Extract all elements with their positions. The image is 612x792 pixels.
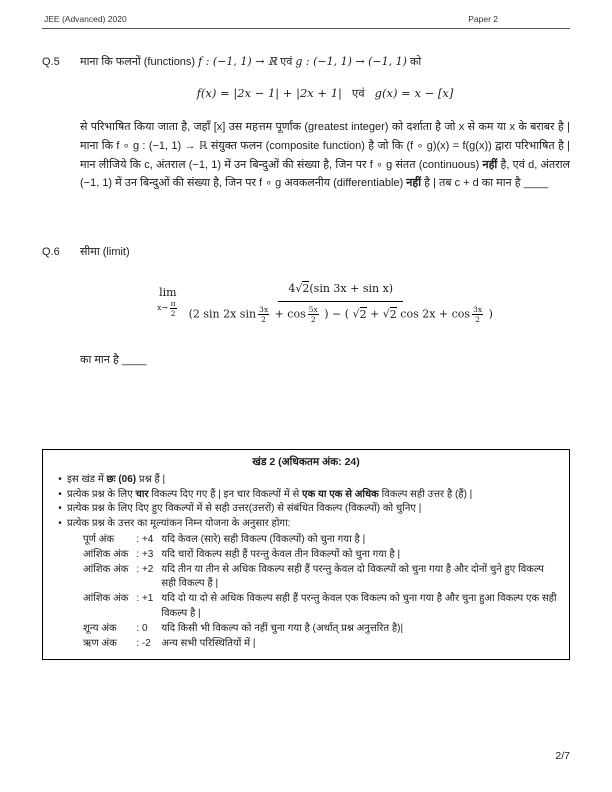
den-seg-6: )	[488, 307, 493, 321]
question-6-number: Q.6	[42, 245, 60, 258]
q5-function-definition-formula	[80, 84, 570, 105]
radicand-3: 2	[389, 307, 397, 321]
instruction-bullet-4	[53, 517, 559, 532]
frac-num-5x: 5x	[308, 305, 318, 315]
frac-den-2c: 2	[475, 315, 480, 325]
question-5-number: Q.5	[42, 56, 60, 68]
lim-sub-fraction	[170, 299, 177, 318]
instruction-bullet-1	[53, 473, 559, 488]
lim-sub-var: x→	[157, 303, 168, 313]
frac-den-2b: 2	[310, 315, 316, 325]
sqrt-2-den-a	[353, 307, 367, 321]
section-2-instructions-box	[42, 449, 570, 660]
bullet-2-text	[67, 488, 559, 503]
mark-score: : +4	[136, 533, 154, 545]
den-seg-2: + cos	[274, 307, 306, 321]
b2-seg-2: विकल्प दिए गए हैं | इन चार विकल्पों में से	[148, 488, 303, 500]
marking-scheme	[83, 533, 559, 651]
mark-desc: यदि तीन या तीन से अधिक विकल्प सही हैं परन्तु केवल दो विकल्पों को चुना गया है और दोनों चुने हुए विकल्प सही विकल्प हैं |	[161, 563, 544, 590]
den-seg-1: (2 sin 2x sin	[188, 307, 257, 321]
bullet-1-text	[67, 473, 559, 488]
b2-bold-2: एक या एक से अधिक	[302, 488, 379, 500]
mark-desc: यदि दो या दो से अधिक विकल्प सही हैं परन्तु केवल एक विकल्प को चुना गया है और चुना हुआ विकल्प एक सही विकल्प है |	[161, 593, 557, 619]
q5-para-seg-2: है, एवं d, अंतराल (−1, 1) में उन बिन्दुओं की संख्या है, जिन पर f ∘ g अवकलनीय (differentiable)	[80, 158, 570, 190]
instruction-bullet-3	[53, 502, 559, 517]
mark-desc: यदि किसी भी विकल्प को नहीं चुना गया है (अर्थात् प्रश्न अनुत्तरित है)|	[161, 622, 404, 634]
fraction-denominator	[189, 302, 493, 324]
radicand-2: 2	[359, 307, 367, 321]
num-coefficient: 4	[288, 281, 296, 295]
mark-label: आंशिक अंक	[83, 593, 129, 605]
bullet-icon: •	[58, 503, 62, 515]
q6-answer-blank: ____	[121, 353, 147, 366]
question-5-intro	[80, 53, 570, 72]
radical-sign-2: √	[352, 307, 360, 321]
lim-word: lim	[159, 285, 177, 299]
q5-para-bold-2: नहीं	[406, 177, 422, 190]
b1-bold-1: छः (06)	[106, 473, 137, 485]
b2-seg-3: विकल्प सही उत्तर है (हैं) |	[378, 488, 473, 500]
question-6-body	[80, 243, 570, 369]
q5-intro-text-2: एवं	[277, 56, 296, 68]
b2-seg-1: प्रत्येक प्रश्न के लिए	[67, 488, 136, 500]
instruction-bullet-2	[53, 488, 559, 503]
q5-intro-math-2: g : (−1, 1) → (−1, 1)	[295, 55, 407, 68]
den-fraction-3x-2-a	[258, 305, 269, 324]
q5-formula-f: f(x) = |2x − 1| + |2x + 1|	[196, 85, 342, 100]
q5-intro-text-1: माना कि फलनों (functions)	[80, 56, 199, 68]
page-header	[42, 14, 570, 24]
q5-formula-conjunction: एवं	[351, 87, 365, 100]
radicand: 2	[302, 281, 310, 295]
question-6-intro: सीमा (limit)	[80, 245, 130, 258]
lim-sub-frac-num: π	[170, 298, 176, 308]
mark-label: ऋण अंक	[83, 637, 117, 649]
question-5	[42, 53, 570, 193]
mark-score: : -2	[136, 637, 151, 649]
lim-sub-frac-den: 2	[170, 308, 176, 318]
mark-desc: यदि केवल (सारे) सही विकल्प (विकल्पों) को चुना गया है |	[161, 533, 366, 545]
q5-formula-g: g(x) = x − [x]	[374, 85, 454, 100]
mark-score: : +2	[136, 563, 154, 575]
q5-para-seg-3: है | तब c + d का मान है	[421, 177, 524, 190]
den-seg-4: +	[370, 307, 380, 321]
question-5-body	[80, 53, 570, 193]
mark-label: आंशिक अंक	[83, 563, 129, 575]
mark-desc: अन्य सभी परिस्थितियों में |	[161, 637, 256, 649]
q6-outro-text: का मान है	[80, 353, 122, 366]
mark-score: : 0	[136, 622, 148, 634]
den-seg-3: ) − (	[324, 307, 350, 321]
mark-score: : +3	[136, 548, 154, 560]
b1-seg-1: इस खंड में	[67, 473, 107, 485]
sqrt-2-den-b	[383, 307, 397, 321]
frac-num-3x: 3x	[259, 305, 269, 315]
q5-intro-math-1: f : (−1, 1) → ℝ	[198, 55, 278, 68]
mark-label: पूर्ण अंक	[83, 533, 115, 545]
q5-para-bold-1: नहीं	[482, 158, 498, 171]
mark-desc: यदि चारों विकल्प सही हैं परन्तु केवल तीन विकल्पों को चुना गया है |	[161, 548, 401, 560]
q6-limit-formula	[80, 280, 570, 325]
den-fraction-5x-2	[308, 305, 319, 324]
limit-operator	[157, 287, 178, 318]
fraction-numerator	[278, 280, 403, 303]
header-exam-title: JEE (Advanced) 2020	[44, 14, 127, 24]
b2-bold-1: चार	[135, 488, 149, 500]
radical-sign: √	[295, 281, 303, 295]
bullet-icon: •	[58, 473, 62, 485]
den-fraction-3x-2-b	[472, 305, 483, 324]
q5-answer-blank: ____	[523, 177, 549, 190]
q5-intro-text-3: को	[406, 56, 422, 68]
question-6	[42, 243, 570, 369]
sqrt-2-numerator	[295, 281, 309, 295]
radical-sign-3: √	[382, 307, 390, 321]
header-paper-label: Paper 2	[468, 14, 498, 24]
bullet-icon: •	[58, 488, 62, 500]
frac-num-3x-b: 3x	[473, 305, 483, 315]
question-6-outro	[80, 351, 570, 370]
mark-score: : +1	[136, 593, 154, 605]
lim-subscript	[157, 299, 178, 318]
page-number: 2/7	[555, 750, 570, 762]
mark-label: आंशिक अंक	[83, 548, 129, 560]
bullet-4-text: प्रत्येक प्रश्न के उत्तर का मूल्यांकन निम्न योजना के अनुसार होगा:	[67, 518, 291, 530]
num-tail: (sin 3x + sin x)	[309, 281, 394, 295]
bullet-3-text: प्रत्येक प्रश्न के लिए दिए हुए विकल्पों में से सही उत्तर(उत्तरों) से संबंधित विकल्प (विकल्पों) को चुनिए |	[67, 503, 422, 515]
q5-para-seg-1: से परिभाषित किया जाता है, जहाँ [x] उस महत्तम पूर्णांक (greatest integer) को दर्शाता है जो x से कम या x के बराबर है | माना कि f ∘ g : (−1, 1) → ℝ संयुक्त फलन (composite function) है जो कि (f ∘ g)(x) = f(g(x)) द्वारा परिभाषित है | मान लीजिये कि c, अंतराल (−1, 1) में उन बिन्दुओं की संख्या है, जिन पर f ∘ g संतत (continuous)	[80, 121, 570, 171]
question-5-paragraph	[80, 118, 570, 193]
mark-label: शून्य अंक	[83, 622, 117, 634]
frac-den-2: 2	[261, 315, 266, 325]
section-2-title: खंड 2 (अधिकतम अंक: 24)	[252, 456, 360, 469]
main-fraction	[189, 280, 493, 325]
den-seg-5: cos 2x + cos	[400, 307, 471, 321]
b1-seg-2: प्रश्न हैं |	[136, 473, 166, 485]
header-divider	[42, 28, 570, 29]
bullet-icon: •	[58, 518, 62, 530]
